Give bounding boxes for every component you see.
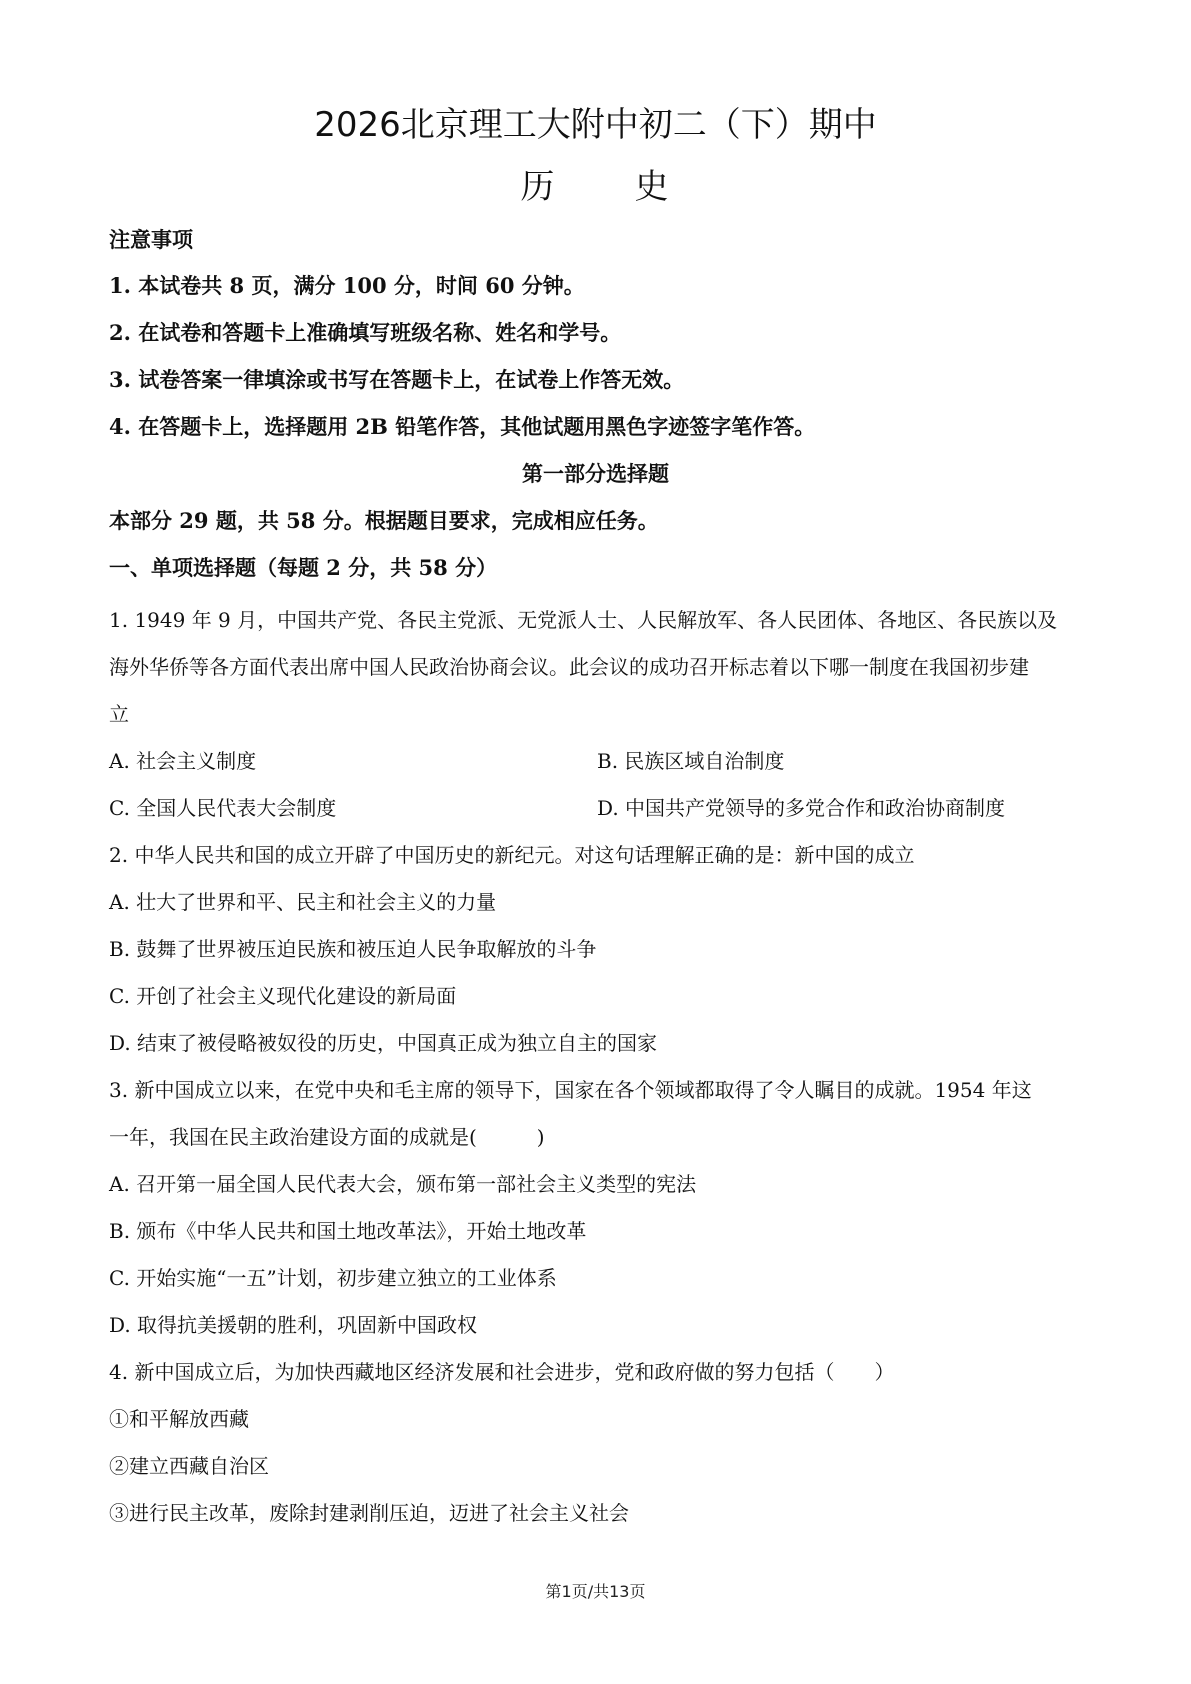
question-2-option-b: B. 鼓舞了世界被压迫民族和被压迫人民争取解放的斗争 — [109, 937, 597, 961]
page-number: 第1页/共13页 — [545, 1582, 646, 1601]
question-4-item: ①和平解放西藏 — [109, 1407, 249, 1431]
question-1-option-a: A. 社会主义制度 — [109, 749, 257, 773]
exam-title: 2026北京理工大附中初二（下）期中 — [314, 105, 877, 145]
question-3-option-c: C. 开始实施“一五”计划，初步建立独立的工业体系 — [109, 1266, 557, 1290]
question-4-stem: 4. 新中国成立后，为加快西藏地区经济发展和社会进步，党和政府做的努力包括（ ） — [109, 1360, 895, 1384]
question-2-option-a: A. 壮大了世界和平、民主和社会主义的力量 — [109, 890, 497, 914]
subject-title — [0, 162, 1191, 212]
question-2-option-c: C. 开创了社会主义现代化建设的新局面 — [109, 984, 457, 1008]
subject-char-1: 历 — [520, 167, 557, 207]
question-3-stem-line: 3. 新中国成立以来，在党中央和毛主席的领导下，国家在各个领域都取得了令人瞩目的成就。1954 年这 — [109, 1078, 1032, 1102]
question-1-option-b: B. 民族区域自治制度 — [597, 749, 785, 773]
question-3-option-d: D. 取得抗美援朝的胜利，巩固新中国政权 — [109, 1313, 478, 1337]
subject-char-2: 史 — [634, 167, 671, 207]
notes-heading: 注意事项 — [109, 227, 193, 252]
question-4-item: ②建立西藏自治区 — [109, 1454, 269, 1478]
question-1-option-d: D. 中国共产党领导的多党合作和政治协商制度 — [597, 796, 1006, 820]
question-1-stem-line: 海外华侨等各方面代表出席中国人民政治协商会议。此会议的成功召开标志着以下哪一制度在我国初步建 — [109, 655, 1029, 679]
question-4-item: ③进行民主改革，废除封建剥削压迫，迈进了社会主义社会 — [109, 1501, 629, 1525]
note-item: 4. 在答题卡上，选择题用 2B 铅笔作答，其他试题用黑色字迹签字笔作答。 — [109, 414, 816, 439]
question-2-stem: 2. 中华人民共和国的成立开辟了中国历史的新纪元。对这句话理解正确的是：新中国的成立 — [109, 843, 915, 867]
section-subtitle: 一、单项选择题（每题 2 分，共 58 分） — [109, 555, 498, 580]
question-1-stem-line: 1. 1949 年 9 月，中国共产党、各民主党派、无党派人士、人民解放军、各人民团体、各地区、各民族以及 — [109, 608, 1058, 632]
question-3-option-a: A. 召开第一届全国人民代表大会，颁布第一部社会主义类型的宪法 — [109, 1172, 697, 1196]
section-intro: 本部分 29 题，共 58 分。根据题目要求，完成相应任务。 — [109, 508, 659, 533]
question-1-option-c: C. 全国人民代表大会制度 — [109, 796, 337, 820]
question-1-stem-line: 立 — [109, 702, 129, 726]
question-3-option-b: B. 颁布《中华人民共和国土地改革法》，开始土地改革 — [109, 1219, 587, 1243]
section-title: 第一部分选择题 — [522, 461, 669, 486]
question-2-option-d: D. 结束了被侵略被奴役的历史，中国真正成为独立自主的国家 — [109, 1031, 658, 1055]
note-item: 1. 本试卷共 8 页，满分 100 分，时间 60 分钟。 — [109, 273, 585, 298]
question-3-stem-line: 一年，我国在民主政治建设方面的成就是( ) — [109, 1125, 545, 1149]
note-item: 3. 试卷答案一律填涂或书写在答题卡上，在试卷上作答无效。 — [109, 367, 685, 392]
note-item: 2. 在试卷和答题卡上准确填写班级名称、姓名和学号。 — [109, 320, 622, 345]
